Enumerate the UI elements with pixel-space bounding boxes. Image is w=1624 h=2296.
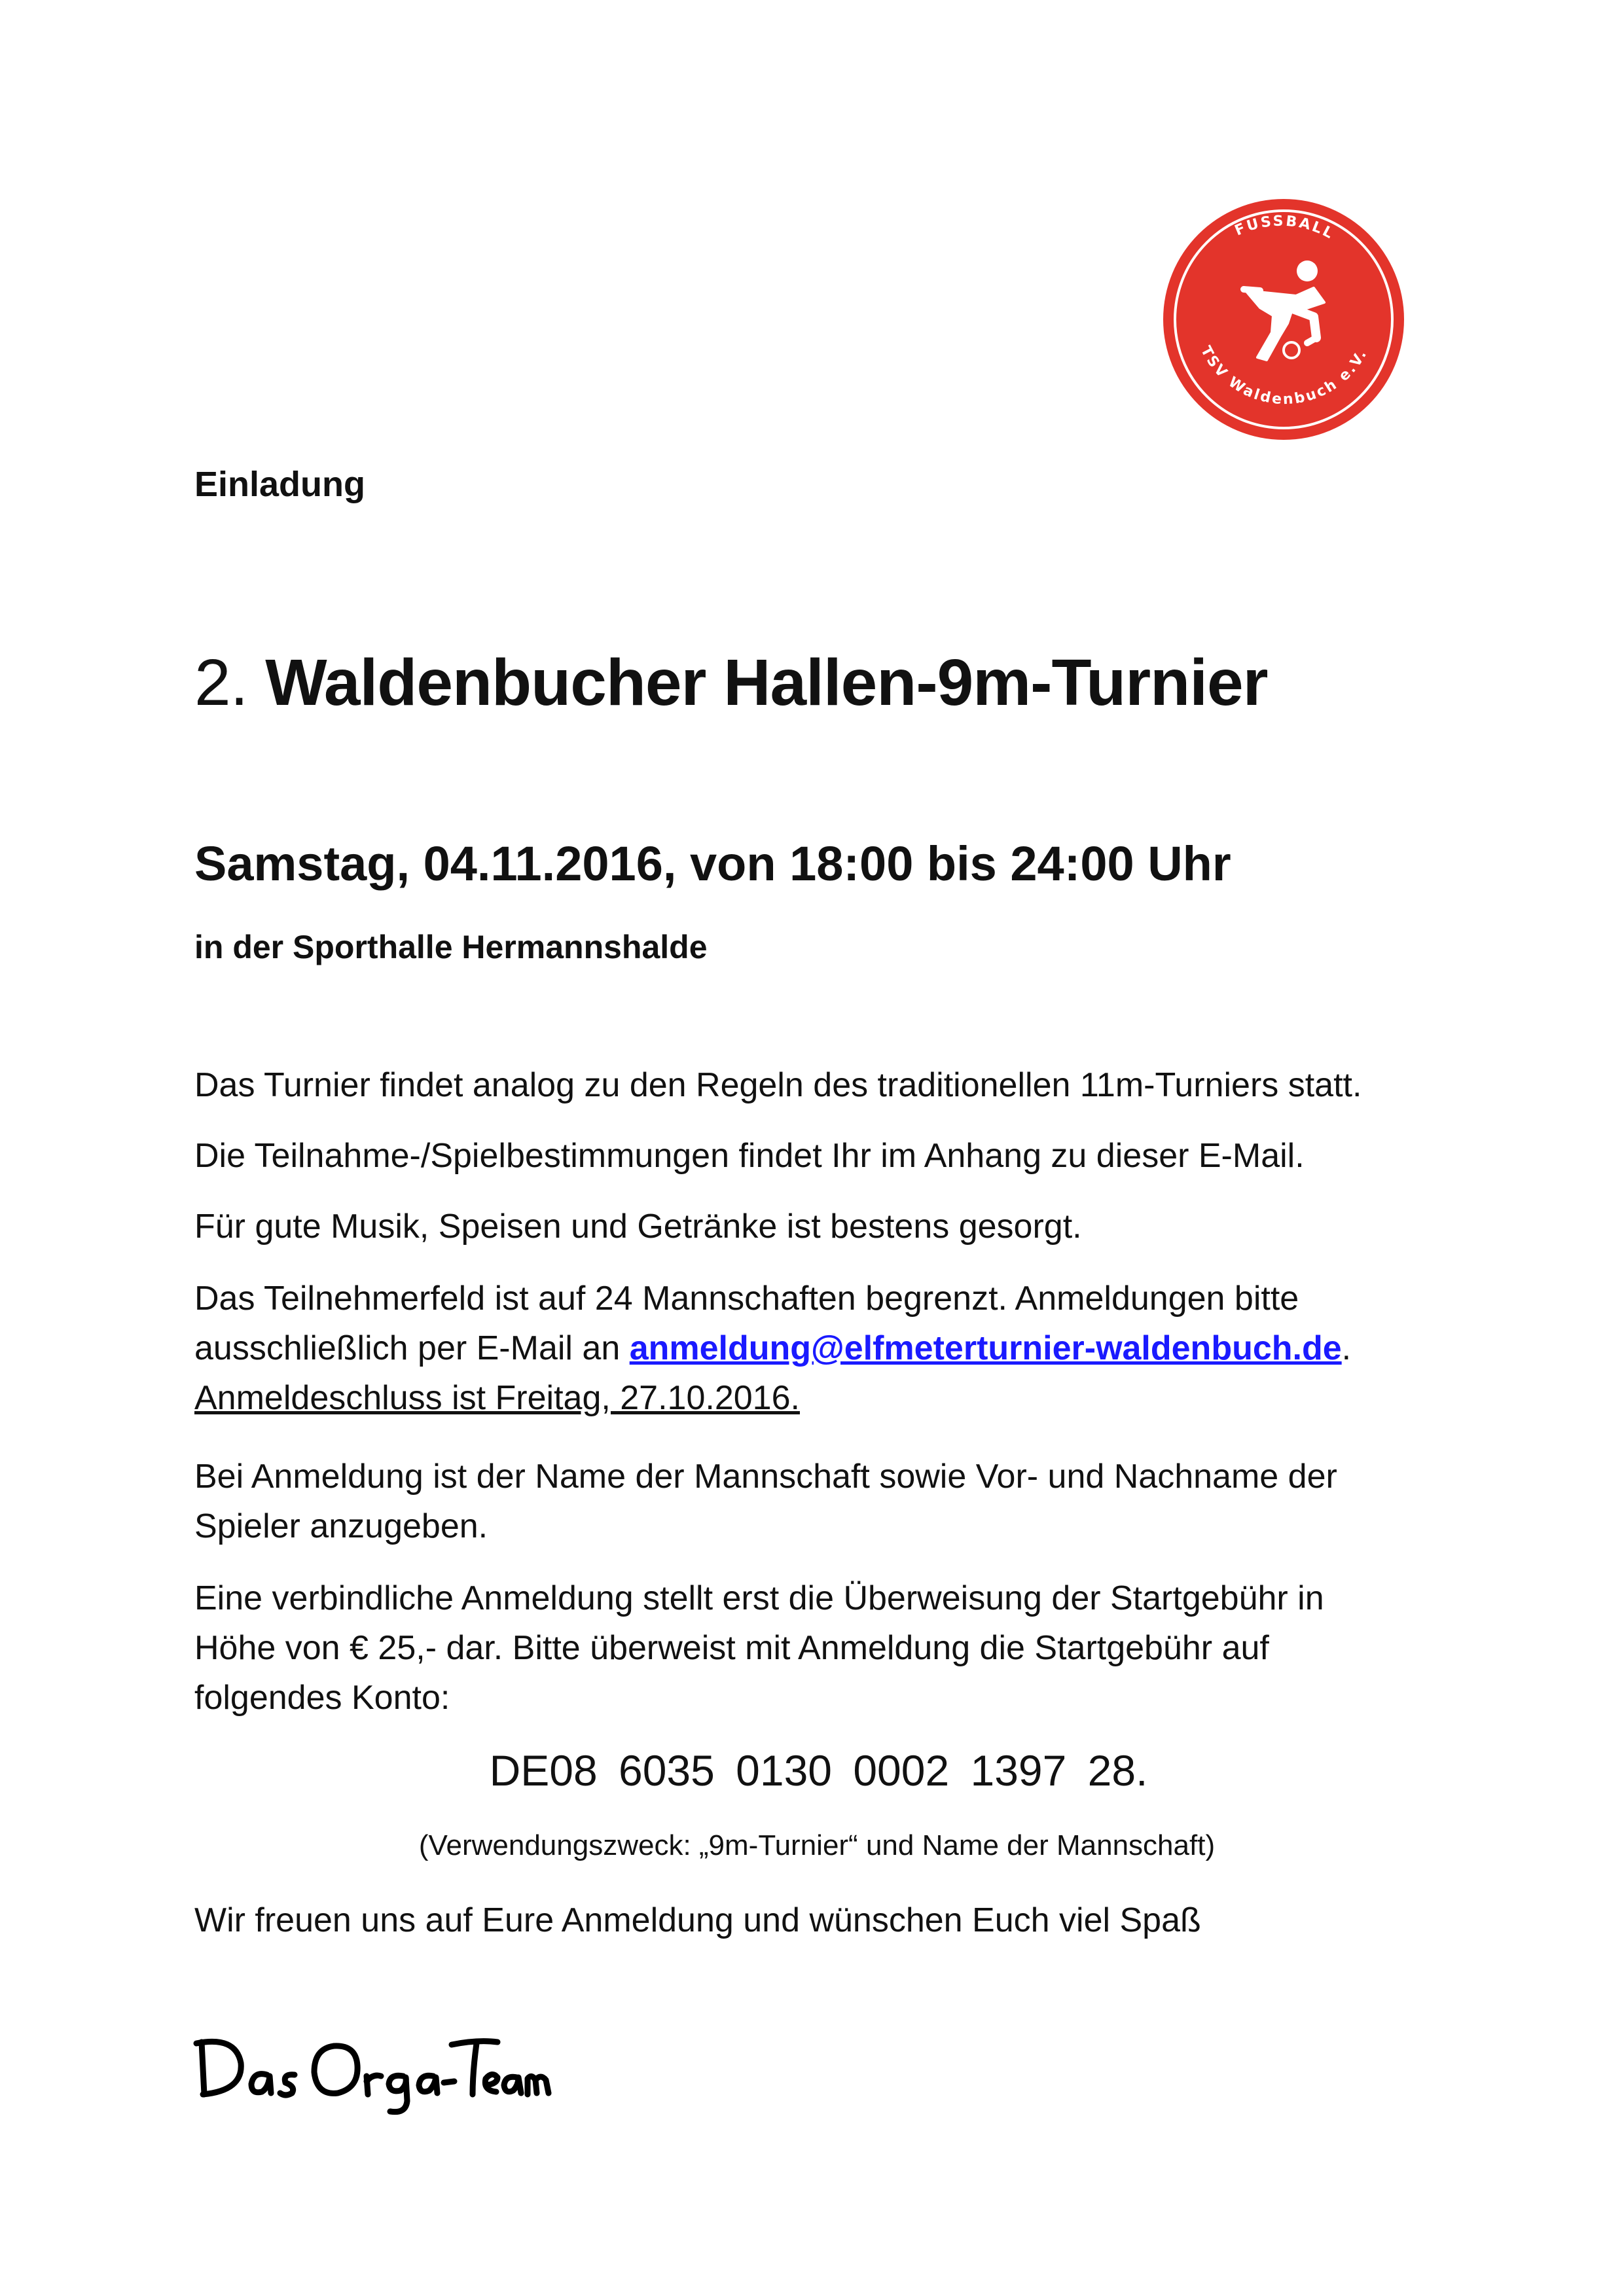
- logo-ring-text: TSV Waldenbuch e.V.: [1197, 343, 1371, 408]
- paragraph-catering: Für gute Musik, Speisen und Getränke ist bestens gesorgt.: [194, 1208, 1082, 1246]
- club-logo: [1162, 198, 1405, 441]
- logo-top-text: FUSSBALL: [1232, 213, 1337, 243]
- registration-suffix: .: [1341, 1329, 1352, 1367]
- fee-line-1: Eine verbindliche Anmeldung stellt erst die Überweisung der Startgebühr in: [194, 1579, 1324, 1617]
- closing-line: Wir freuen uns auf Eure Anmeldung und wünschen Euch viel Spaß: [194, 1901, 1201, 1939]
- signature-orga-team: [190, 2022, 556, 2121]
- page-title: [194, 640, 1268, 725]
- fee-line-2: Höhe von € 25,- dar. Bitte überweist mit Anmeldung die Startgebühr auf: [194, 1629, 1269, 1667]
- registration-deadline: [194, 1373, 1438, 1423]
- paragraph-fee: [194, 1573, 1438, 1723]
- deadline-text: Anmeldeschluss ist Freitag, 27.10.2016.: [194, 1379, 800, 1417]
- email-link[interactable]: anmeldung@elfmeterturnier-waldenbuch.de: [629, 1329, 1342, 1367]
- registration-line-2: [194, 1323, 1438, 1373]
- payment-purpose: (Verwendungszweck: „9m-Turnier“ und Name der Mannschaft): [418, 1829, 1216, 1861]
- team-names-line-1: Bei Anmeldung ist der Name der Mannschaft sowie Vor- und Nachname der: [194, 1458, 1337, 1496]
- title-text: Waldenbucher Hallen-9m-Turnier: [265, 646, 1268, 719]
- paragraph-attachment: Die Teilnahme-/Spielbestimmungen findet Ihr im Anhang zu dieser E-Mail.: [194, 1137, 1305, 1175]
- event-venue: in der Sporthalle Hermannshalde: [194, 929, 708, 965]
- fee-line-3: folgendes Konto:: [194, 1679, 450, 1717]
- title-number: 2.: [194, 646, 248, 719]
- paragraph-team-names: [194, 1452, 1438, 1551]
- registration-line-1: Das Teilnehmerfeld ist auf 24 Mannschaften begrenzt. Anmeldungen bitte: [194, 1280, 1299, 1318]
- registration-prefix: ausschließlich per E-Mail an: [194, 1329, 630, 1367]
- event-date: Samstag, 04.11.2016, von 18:00 bis 24:00 Uhr: [194, 836, 1231, 891]
- paragraph-registration: [194, 1274, 1438, 1423]
- heading-einladung: Einladung: [194, 465, 365, 504]
- paragraph-rules: Das Turnier findet analog zu den Regeln des traditionellen 11m-Turniers statt.: [194, 1066, 1362, 1104]
- team-names-line-2: Spieler anzugeben.: [194, 1507, 488, 1545]
- bank-account-iban: DE08 6035 0130 0002 1397 28.: [489, 1746, 1148, 1795]
